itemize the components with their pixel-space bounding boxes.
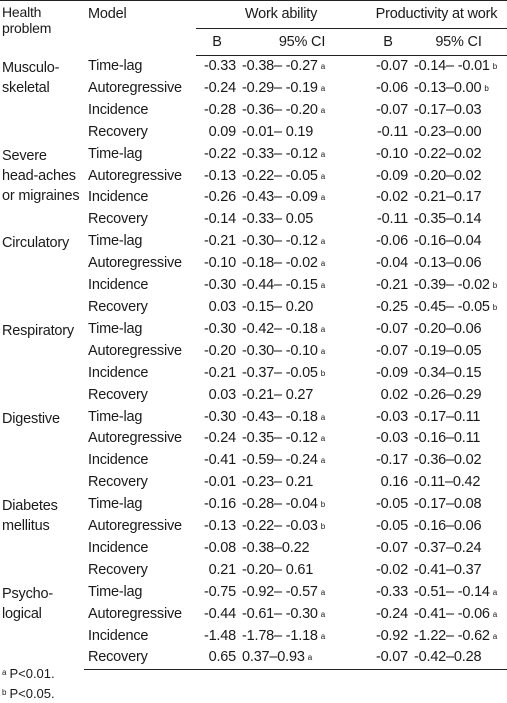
pw-ci-value: -0.41– -0.06 $^a$	[414, 605, 498, 622]
significance-mark: a	[307, 653, 312, 663]
pw-b-value: -0.06	[375, 79, 408, 96]
wa-b-value: -0.30	[203, 320, 236, 337]
health-problem-header: Health problem	[0, 1, 84, 56]
pw-ci-value: -0.23–0.00	[414, 123, 482, 140]
significance-mark: b	[320, 500, 326, 510]
wa-b-value: -0.28	[203, 101, 236, 118]
wa-b-value: -1.48	[203, 627, 236, 644]
pw-ci-value: -0.22–0.02	[414, 145, 482, 162]
significance-mark: a	[320, 609, 326, 619]
pw-b-value: -0.25	[375, 298, 408, 315]
productivity-header: Productivity at work	[366, 1, 507, 29]
pw-ci-value: -0.16–0.11	[414, 430, 481, 447]
health-problem-label: Respiratory	[2, 322, 74, 339]
pw-b-value: -0.05	[375, 496, 408, 513]
wa-b-value: 0.03	[208, 386, 236, 403]
footnote-a: $^a$ P<0.01.	[2, 666, 55, 681]
wa-b-value: -0.16	[203, 496, 236, 513]
model-name: Time-lag	[88, 57, 143, 74]
work-ability-header: Work ability	[196, 1, 366, 29]
wa-ci-value: -0.15– 0.20	[242, 298, 314, 315]
health-problem-label: Musculo-skeletal	[2, 59, 60, 96]
pw-ci-value: -0.16–0.06	[414, 518, 482, 535]
pw-ci-value: -0.13–0.00 $^b$	[414, 79, 489, 96]
wa-b-value: -0.01	[203, 474, 236, 491]
significance-mark: a	[492, 587, 498, 597]
pw-ci-value: -1.22– -0.62 $^a$	[414, 627, 498, 644]
pw-b-value: -0.11	[377, 123, 408, 140]
wa-ci-value: -0.21– 0.27	[242, 386, 314, 403]
wa-ci-header: 95% CI	[238, 29, 366, 56]
pw-ci-value: -0.11–0.42	[414, 474, 481, 491]
wa-b-value: 0.65	[196, 647, 238, 669]
significance-mark: b	[484, 83, 489, 93]
pw-ci-value: -0.41–0.37	[414, 561, 482, 578]
wa-ci-value: -0.33– 0.05	[242, 211, 314, 228]
model-name: Incidence	[88, 189, 149, 206]
pw-ci-value: -0.37–0.24	[414, 539, 482, 556]
model-name: Autoregressive	[88, 255, 182, 272]
pw-b-value: -0.11	[377, 211, 408, 228]
pw-ci-value: -0.21–0.17	[414, 189, 482, 206]
model-name: Incidence	[88, 627, 149, 644]
model-name: Recovery	[88, 211, 148, 228]
model-name: Autoregressive	[88, 79, 182, 96]
pw-b-value: -0.33	[375, 583, 408, 600]
model-name: Time-lag	[88, 583, 143, 600]
model-name: Recovery	[88, 474, 148, 491]
health-problem-label: Diabetes mellitus	[2, 498, 58, 535]
pw-ci-value: -0.16–0.04	[414, 233, 482, 250]
pw-ci-value: -0.26–0.29	[414, 386, 482, 403]
wa-ci-value: -1.78– -1.18 $^a$	[242, 627, 326, 644]
wa-b-value: -0.20	[203, 342, 236, 359]
significance-mark: a	[320, 281, 326, 291]
pw-b-value: 0.16	[380, 474, 408, 491]
wa-b-value: -0.13	[203, 167, 236, 184]
pw-ci-value: -0.34–0.15	[414, 364, 482, 381]
model-name: Autoregressive	[88, 167, 182, 184]
health-problem-label: Psycho-logical	[2, 585, 53, 622]
wa-ci-value: -0.44– -0.15 $^a$	[242, 277, 326, 294]
model-name: Recovery	[84, 647, 196, 669]
model-name: Recovery	[88, 123, 148, 140]
wa-ci-value: -0.29– -0.19 $^a$	[242, 79, 326, 96]
pw-b-value: -0.07	[366, 647, 410, 669]
pw-ci-value: -0.20–0.02	[414, 167, 482, 184]
wa-b-value: -0.24	[203, 79, 236, 96]
wa-b-value: -0.44	[203, 605, 236, 622]
significance-mark: a	[320, 587, 326, 597]
table-row	[0, 56, 507, 78]
wa-b-value: -0.13	[203, 518, 236, 535]
pw-b-value: -0.07	[375, 58, 408, 74]
table-body	[0, 56, 507, 670]
pw-ci-value: -0.19–0.05	[414, 342, 482, 359]
significance-mark: a	[320, 412, 326, 422]
significance-mark: a	[492, 631, 498, 641]
pw-b-value: -0.07	[375, 101, 408, 118]
wa-ci-value: -0.43– -0.18 $^a$	[242, 408, 326, 425]
pw-ci-value: -0.20–0.06	[414, 320, 482, 337]
wa-ci-value: -0.43– -0.09 $^a$	[242, 189, 326, 206]
wa-ci-value: -0.38–0.22	[242, 539, 310, 556]
model-name: Recovery	[88, 298, 148, 315]
pw-b-value: -0.07	[375, 342, 408, 359]
wa-ci-value: -0.37– -0.05 $^b$	[242, 364, 326, 381]
model-name: Time-lag	[88, 145, 143, 162]
significance-mark: a	[320, 324, 326, 334]
table-row	[0, 144, 507, 166]
wa-b-value: 0.03	[208, 298, 236, 315]
pw-b-value: -0.07	[375, 320, 408, 337]
pw-ci-value: -0.42–0.28	[410, 647, 507, 669]
model-name: Time-lag	[88, 496, 143, 513]
wa-ci-value: -0.38– -0.27 $^a$	[242, 58, 326, 74]
pw-b-value: -0.02	[375, 189, 408, 206]
wa-b-value: -0.22	[203, 145, 236, 162]
wa-ci-value: -0.28– -0.04 $^b$	[242, 496, 326, 513]
table-row	[0, 494, 507, 516]
significance-mark: a	[320, 456, 326, 466]
pw-b-value: -0.24	[375, 605, 408, 622]
model-name: Autoregressive	[88, 518, 182, 535]
wa-ci-value: -0.22– -0.03 $^b$	[242, 518, 326, 535]
pw-ci-value: -0.17–0.08	[414, 496, 482, 513]
wa-ci-value: -0.33– -0.12 $^a$	[242, 145, 326, 162]
health-problem-label: Severe head-aches or migraines	[2, 147, 80, 204]
wa-b-value: -0.14	[203, 211, 236, 228]
significance-mark: a	[320, 83, 326, 93]
significance-mark: a	[492, 609, 498, 619]
header-row-1	[0, 1, 507, 29]
pw-b-value: -0.21	[375, 277, 408, 294]
significance-mark: a	[320, 105, 326, 115]
pw-ci-value: -0.17–0.11	[414, 408, 481, 425]
significance-mark: a	[320, 193, 326, 203]
wa-b-header: B	[196, 29, 238, 56]
pw-ci-value: -0.35–0.14	[414, 211, 482, 228]
significance-mark: b	[492, 62, 498, 71]
significance-mark: b	[492, 302, 498, 312]
pw-b-value: -0.02	[375, 561, 408, 578]
model-name: Incidence	[88, 452, 149, 469]
wa-ci-value: -0.35– -0.12 $^a$	[242, 430, 326, 447]
wa-b-value: -0.21	[203, 233, 236, 250]
pw-b-header: B	[366, 29, 410, 56]
wa-b-value: 0.21	[208, 561, 236, 578]
pw-ci-value: -0.36–0.02	[414, 452, 482, 469]
pw-b-value: -0.04	[375, 255, 408, 272]
pw-b-value: -0.92	[375, 627, 408, 644]
pw-b-value: -0.03	[375, 408, 408, 425]
pw-b-value: -0.17	[375, 452, 408, 469]
model-name: Time-lag	[88, 233, 143, 250]
wa-ci-value: -0.23– 0.21	[242, 474, 314, 491]
wa-b-value: -0.26	[203, 189, 236, 206]
footnote-b: $^b$ P<0.05.	[2, 686, 55, 701]
wa-ci-value: -0.18– -0.02 $^a$	[242, 255, 326, 272]
wa-ci-value: 0.37–0.93 $^a$	[238, 647, 366, 669]
significance-mark: a	[320, 62, 326, 71]
wa-b-value: -0.30	[203, 277, 236, 294]
significance-mark: a	[320, 171, 326, 181]
health-problem-label: Digestive	[2, 410, 60, 427]
wa-b-value: -0.33	[203, 58, 236, 74]
model-name: Incidence	[88, 277, 149, 294]
significance-mark: a	[320, 237, 326, 247]
wa-b-value: -0.21	[203, 364, 236, 381]
wa-ci-value: -0.92– -0.57 $^a$	[242, 583, 326, 600]
wa-b-value: -0.24	[203, 430, 236, 447]
significance-mark: a	[320, 259, 326, 269]
wa-ci-value: -0.42– -0.18 $^a$	[242, 320, 326, 337]
wa-ci-value: -0.20– 0.61	[242, 561, 314, 578]
significance-mark: a	[320, 149, 326, 159]
wa-b-value: -0.30	[203, 408, 236, 425]
pw-b-value: -0.05	[375, 518, 408, 535]
pw-ci-value: -0.39– -0.02 $^b$	[414, 277, 498, 294]
pw-ci-header: 95% CI	[410, 29, 507, 56]
significance-mark: b	[492, 281, 498, 291]
wa-ci-value: -0.22– -0.05 $^a$	[242, 167, 326, 184]
significance-mark: a	[320, 631, 326, 641]
pw-ci-value: -0.45– -0.05 $^b$	[414, 298, 498, 315]
pw-ci-value: -0.51– -0.14 $^a$	[414, 583, 498, 600]
significance-mark: b	[320, 522, 326, 532]
model-name: Autoregressive	[88, 342, 182, 359]
pw-b-value: -0.10	[375, 145, 408, 162]
wa-ci-value: -0.01– 0.19	[242, 123, 314, 140]
pw-b-value: -0.03	[375, 430, 408, 447]
pw-ci-value: -0.13–0.06	[414, 255, 482, 272]
health-problem-label: Circulatory	[2, 235, 70, 252]
wa-ci-value: -0.61– -0.30 $^a$	[242, 605, 326, 622]
wa-ci-value: -0.30– -0.12 $^a$	[242, 233, 326, 250]
table-row	[0, 319, 507, 341]
model-name: Incidence	[88, 539, 149, 556]
wa-b-value: -0.10	[203, 255, 236, 272]
significance-mark: b	[320, 368, 326, 378]
model-header: Model	[84, 1, 196, 56]
model-name: Recovery	[88, 561, 148, 578]
model-name: Incidence	[88, 101, 149, 118]
wa-b-value: -0.08	[203, 539, 236, 556]
wa-b-value: -0.41	[203, 452, 236, 469]
pw-b-value: -0.09	[375, 167, 408, 184]
pw-b-value: -0.07	[375, 539, 408, 556]
pw-b-value: -0.09	[375, 364, 408, 381]
wa-ci-value: -0.59– -0.24 $^a$	[242, 452, 326, 469]
pw-b-value: -0.06	[375, 233, 408, 250]
model-name: Incidence	[88, 364, 149, 381]
wa-ci-value: -0.30– -0.10 $^a$	[242, 342, 326, 359]
wa-ci-value: -0.36– -0.20 $^a$	[242, 101, 326, 118]
pw-b-value: 0.02	[380, 386, 408, 403]
footnotes	[2, 663, 55, 703]
table-row	[0, 582, 507, 604]
model-name: Recovery	[88, 386, 148, 403]
pw-ci-value: -0.14– -0.01 $^b$	[414, 58, 498, 74]
model-name: Time-lag	[88, 408, 143, 425]
table-row	[0, 231, 507, 253]
pw-ci-value: -0.17–0.03	[414, 101, 482, 118]
table-row	[0, 407, 507, 429]
model-name: Autoregressive	[88, 605, 182, 622]
wa-b-value: 0.09	[208, 123, 236, 140]
model-name: Autoregressive	[88, 430, 182, 447]
wa-b-value: -0.75	[203, 583, 236, 600]
significance-mark: a	[320, 434, 326, 444]
model-name: Time-lag	[88, 320, 143, 337]
significance-mark: a	[320, 346, 326, 356]
